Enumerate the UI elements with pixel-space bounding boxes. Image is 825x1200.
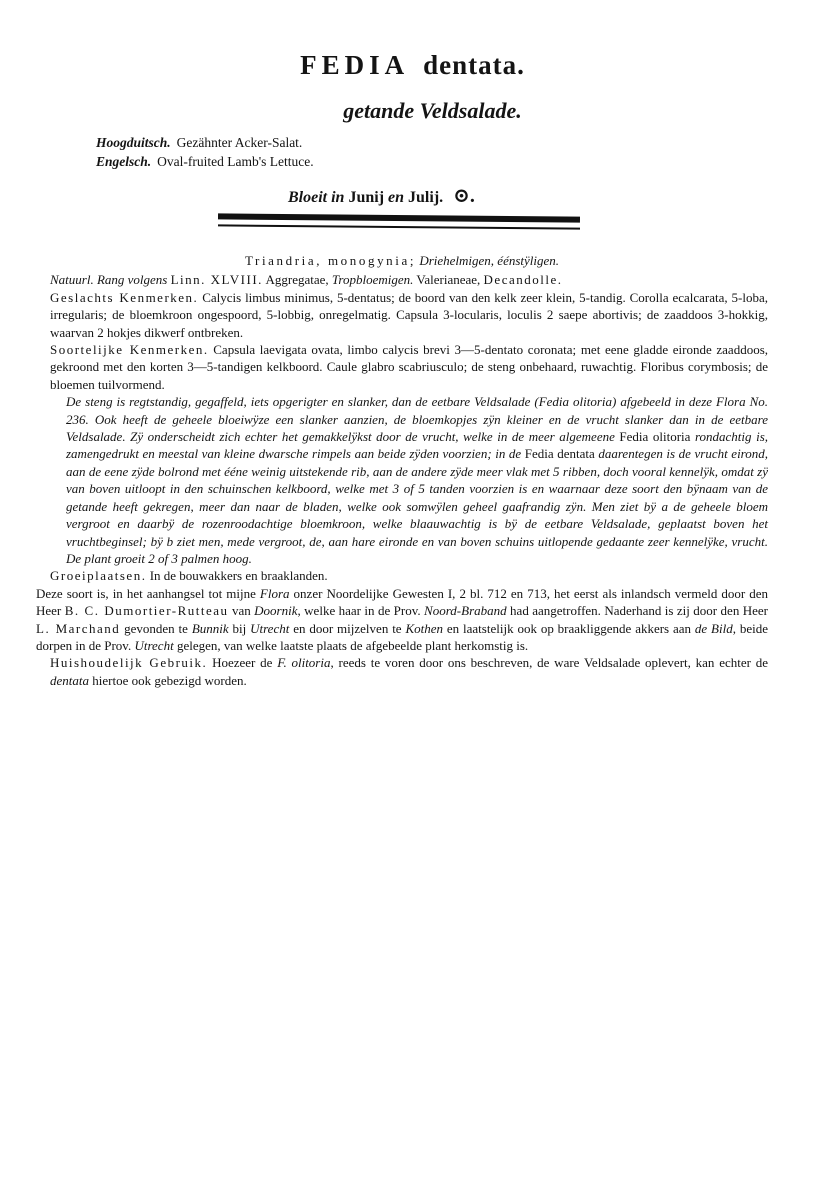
species-characters — [36, 341, 768, 393]
distribution-text: en door mijzelven te — [289, 620, 406, 636]
distribution-text: gevonden te — [120, 620, 192, 636]
section-text: Calycis limbus minimus, 5-dentatus; de boord van den kelk zeer klein, 5-tandig. Corolla ecalcarata, 5-loba, irregularis; de bloemkroon ongespoord, 5-lobbig, onregelmatig. Capsula 3-locularis, loculis 2 saepe abortivis; de zaaddoos 3-hokkig, waarvan 2 hokjes dikwerf ontbreken. — [50, 289, 768, 340]
distribution-text: Utrecht — [134, 637, 174, 653]
classification-line — [36, 252, 768, 269]
distribution-text: onzer Noordelijke Gewesten I, 2 bl. 712 en 713, het eerst als inlandsch vermeld door den Heer — [36, 585, 768, 619]
family-name: Valerianeae, — [416, 272, 481, 288]
genus-name: FEDIA — [300, 50, 410, 80]
distribution-text: bij — [228, 620, 251, 636]
title-rule-thin — [218, 224, 580, 229]
language-label: Engelsch. — [96, 154, 152, 169]
section-text: dentata — [50, 672, 89, 688]
distribution-text: , welke haar in de Prov. — [297, 603, 425, 619]
section-text: hiertoe ook gebezigd worden. — [89, 672, 247, 688]
vernacular-names — [96, 133, 314, 171]
flowering-period — [288, 183, 475, 208]
vernacular-name: Oval-fruited Lamb's Lettuce. — [157, 154, 314, 169]
distribution-text: Bunnik — [191, 620, 229, 636]
distribution-text: Kothen — [405, 620, 444, 636]
observation-paragraph — [36, 393, 768, 567]
linnaean-class-dutch: Driehelmigen, éénstÿligen. — [419, 253, 560, 268]
section-heading: Groeiplaatsen. — [50, 568, 147, 584]
distribution-paragraph — [36, 585, 768, 655]
distribution-text: Doornik — [254, 603, 298, 619]
natural-order-label: Natuurl. Rang volgens — [50, 272, 168, 288]
natural-order-line — [36, 271, 768, 288]
vernacular-english — [96, 152, 314, 171]
section-heading: Soortelijke Kenmerken. — [50, 342, 209, 358]
distribution-text: van — [228, 603, 255, 619]
distribution-text: de Bild — [694, 620, 733, 636]
observation-text: Fedia olitoria — [619, 429, 691, 445]
section-text: , reeds te voren door ons beschreven, de ware Veldsalade oplevert, kan echter de — [330, 655, 768, 671]
observation-text: Fedia dentata — [524, 446, 595, 462]
vernacular-german — [96, 133, 314, 152]
dutch-common-name: getande Veldsalade. — [343, 98, 522, 123]
flowering-month: Junij — [348, 189, 385, 206]
distribution-text: B. C. Dumortier-Rutteau — [64, 603, 229, 619]
description-body — [36, 252, 768, 689]
observation-text: Fedia olitoria — [538, 394, 613, 410]
section-heading: Geslachts Kenmerken. — [50, 289, 199, 305]
vernacular-name: Gezähnter Acker-Salat. — [176, 135, 303, 150]
distribution-text: Noord-Braband — [424, 603, 507, 619]
section-heading: Huishoudelijk Gebruik. — [50, 655, 208, 671]
habitat-paragraph — [36, 567, 768, 584]
observation-text: rondachtig is, zamengedrukt en meestal van kleine dwarsche rimpels aan beide zÿden voorzien; in de — [66, 429, 768, 462]
distribution-text: Utrecht — [250, 620, 290, 636]
observation-text: ) afgebeeld in deze Flora No. 236. Ook heeft de geheele bloeiwÿze een slanker aanzien, de bloemkopjes zÿn kleiner en de vrucht slanker dan in de eetbare Veldsalade. Zÿ onderscheidt zich echter het gemakkelÿkst door de vrucht, welke in de meer algemeene — [66, 394, 768, 445]
economic-use-paragraph — [36, 654, 768, 689]
decandolle-ref: Decandolle. — [483, 272, 563, 288]
observation-text: daarentegen is de vrucht eirond, aan de eene zÿde bolrond met ééne weinig uitstekende rib, aan de andere zÿde meer vlak met 5 ribben, doch vooral kennelÿk, omdat zÿ van boven uitloopt in den schuinschen kelkboord, welke met 3 of 5 tanden voorzien is en waarnaar deze soort den bÿnaam van de getande heeft gekregen, meer dan naar de bladen, welke ook somwÿlen geheel gaafrandig zÿn. Men ziet bÿ a de geheele bloem vergroot en daarbÿ de rozenroodachtige bloemkroon, welke blaauwachtig is bÿ de eetbare Veldsalade, geplaatst boven het vruchtbeginsel; bÿ b ziet men, mede vergroot, de, aan hare eironde en van boven schuins uitlopende gedaante zeer kennelÿke, vrucht. De plant groeit 2 of 3 palmen hoog. — [66, 446, 769, 566]
distribution-text: Deze soort is, in het aanhangsel tot mijne — [36, 585, 260, 601]
section-text: Hoezeer de — [207, 655, 278, 671]
order-name-dutch: Tropbloemigen. — [331, 272, 414, 288]
section-text: F. olitoria — [277, 655, 331, 671]
section-text: In de bouwakkers en braaklanden. — [149, 568, 328, 584]
flowering-conjunction: en — [388, 189, 405, 206]
language-label: Hoogduitsch. — [96, 135, 171, 150]
flowering-label: Bloeit in — [288, 189, 345, 206]
linnaean-class: Triandria, monogynia; — [244, 253, 417, 268]
distribution-text: had aangetroffen. Naderhand is zij door den Heer — [506, 603, 769, 619]
order-name: Aggregatae, — [265, 272, 329, 288]
distribution-text: Flora — [259, 585, 290, 601]
distribution-text: gelegen, van welke laatste plaats de afgebeelde plant herkomstig is. — [173, 637, 529, 653]
observation-text: De steng is regtstandig, gegaffeld, iets opgerigter en slanker, dan de eetbare Veldsalade ( — [66, 394, 539, 410]
page-title — [0, 50, 825, 81]
distribution-text: en laatstelijk ook op braakliggende akkers aan — [443, 620, 695, 636]
title-rule-thick — [218, 213, 580, 222]
genus-characters — [36, 289, 768, 341]
distribution-text: , beide dorpen in de Prov. — [36, 620, 768, 653]
flowering-month: Julij. — [408, 189, 444, 206]
linnaeus-ref: Linn. XLVIII. — [170, 272, 263, 288]
section-text: Capsula laevigata ovata, limbo calycis brevi 3—5-dentato coronata; met eene gladde eironde zaaddoos, gekroond met den korten 3—5-tandigen kelkboord. Caule glabro scabriusculo; de steng onbehaard, ruwachtig. Floribus corymbosis; de bloemen tuilvormend. — [50, 342, 769, 392]
annual-symbol-icon: ⊙. — [453, 185, 475, 207]
species-name: dentata. — [423, 50, 525, 80]
distribution-text: L. Marchand — [36, 620, 121, 636]
